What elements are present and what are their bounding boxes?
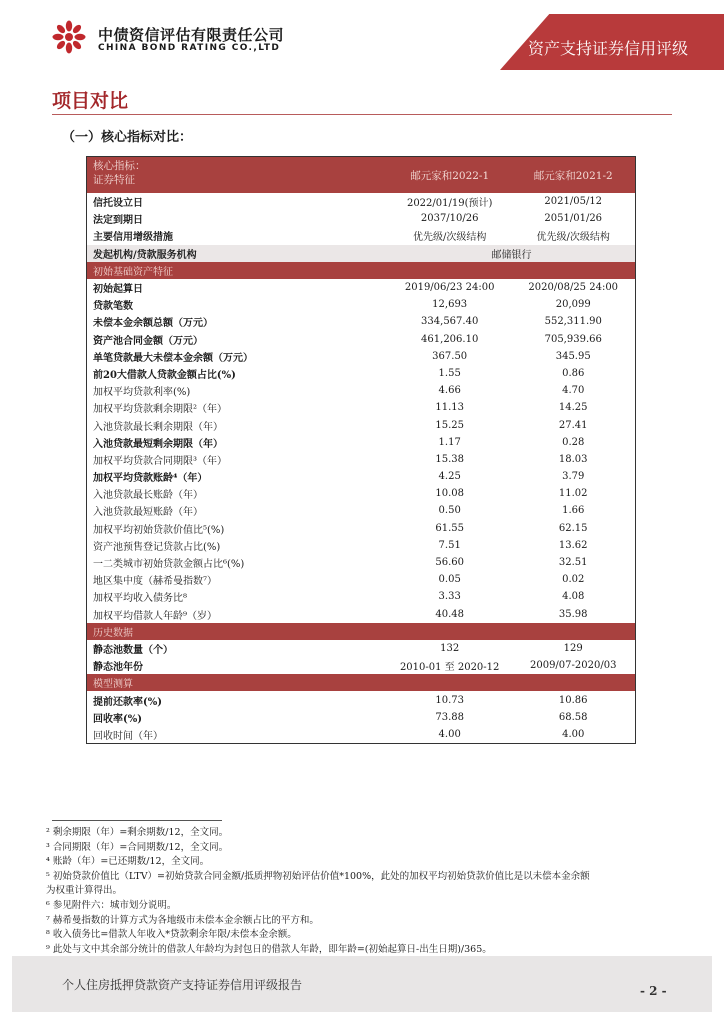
table-row [87, 606, 635, 623]
row-value-2021: 2021/05/12 [544, 196, 603, 208]
row-value-2021: 129 [563, 642, 583, 654]
footnote: ⁹ 此处与文中其余部分统计的借款人年龄均为封包日的借款人年龄，即年龄=(初始起算日-出生日期)/365。 [46, 943, 492, 955]
row-label: 加权平均贷款合同期限³（年） [93, 455, 228, 467]
table-row [87, 588, 635, 605]
table-row [87, 193, 635, 210]
table-header [87, 157, 635, 193]
footnote: ⁶ 参见附件六：城市划分说明。 [46, 899, 177, 911]
section-header-pool: 初始基础资产特征 [87, 262, 635, 279]
row-label: 地区集中度（赫希曼指数⁷） [93, 576, 218, 588]
header-col-2022: 邮元家和2022-1 [410, 169, 490, 182]
footnote: ⁵ 初始贷款价值比（LTV）=初始贷款合同金额/抵质押物初始评估价值*100%，此处的加权平均初始贷款价值比是以未偿本金余额 [46, 870, 590, 882]
row-label: 加权平均贷款利率(%) [93, 387, 191, 399]
row-value-2022: 40.48 [435, 608, 464, 620]
table-row [87, 571, 635, 588]
header-label-core: 核心指标： [93, 160, 146, 172]
row-value-merged: 邮储银行 [491, 249, 532, 261]
row-label: 提前还款率(%) [93, 696, 162, 708]
row-value-2022: 3.33 [438, 591, 461, 603]
row-value-2022: 334,567.40 [421, 316, 479, 328]
row-value-2021: 62.15 [558, 522, 588, 534]
row-value-2021: 552,311.90 [544, 316, 602, 328]
table-row [87, 399, 635, 416]
row-value-2021: 705,939.66 [544, 333, 602, 345]
row-value-2021: 18.03 [558, 453, 588, 465]
table-body [87, 193, 635, 743]
row-value-2022: 0.50 [438, 505, 461, 517]
row-value-2021: 20,099 [555, 299, 591, 311]
table-row [87, 451, 635, 468]
table-row [87, 726, 635, 743]
row-value-2021: 2009/07-2020/03 [529, 660, 617, 672]
row-value-2022: 12,693 [432, 299, 468, 311]
row-value-2022: 2010-01 至 2020-12 [399, 662, 500, 674]
section-title: 项目对比 [52, 90, 129, 112]
section-header-history: 历史数据 [87, 623, 635, 640]
row-label: 一二类城市初始贷款金额占比⁶(%) [93, 559, 245, 571]
row-value-2022: 10.08 [435, 488, 464, 500]
header-label-securities: 证券特征 [93, 174, 135, 186]
section-header-model: 模型测算 [87, 674, 635, 691]
row-value-2022: 11.13 [435, 402, 464, 414]
footnote: ⁴ 账龄（年）=已还期数/12，全文同。 [46, 856, 210, 868]
core-indicators-table [86, 156, 636, 744]
row-label: 初始起算日 [93, 284, 143, 296]
table-row [87, 554, 635, 571]
row-label: 资产池预售登记贷款占比(%) [93, 541, 221, 553]
table-row [87, 709, 635, 726]
table-row [87, 502, 635, 519]
table-row [87, 640, 635, 657]
row-value-2022: 73.88 [435, 711, 464, 723]
row-value-2021: 0.28 [562, 436, 585, 448]
row-value-2021: 3.79 [562, 471, 585, 483]
row-value-2021: 35.98 [558, 608, 588, 620]
row-value-2021: 27.41 [558, 419, 588, 431]
row-value-2022: 367.50 [432, 350, 468, 362]
table-row [87, 434, 635, 451]
row-value-2021: 32.51 [558, 557, 588, 569]
page-number: - 2 - [640, 984, 667, 998]
table-row [87, 245, 635, 262]
row-label: 单笔贷款最大未偿本金余额（万元） [93, 352, 253, 364]
row-value-2021: 0.86 [562, 367, 585, 379]
row-value-2022: 1.17 [438, 436, 461, 448]
footnotes [46, 826, 676, 957]
row-label: 加权平均初始贷款价值比⁵(%) [93, 524, 225, 536]
row-label: 加权平均贷款账龄⁴（年） [93, 473, 208, 485]
company-name-cn: 中债资信评估有限责任公司 [98, 26, 285, 44]
row-value-2022: 0.05 [438, 574, 461, 586]
row-value-2022: 132 [440, 642, 460, 654]
row-value-2021: 0.02 [562, 574, 585, 586]
row-label: 信托设立日 [93, 198, 143, 210]
row-value-2022: 4.66 [438, 385, 461, 397]
title-divider [52, 114, 672, 115]
table-row [87, 468, 635, 485]
row-value-2022: 2019/06/23 24:00 [404, 282, 495, 294]
page-header [0, 0, 724, 72]
row-label: 入池贷款最短账龄（年） [93, 507, 203, 519]
row-label: 法定到期日 [93, 215, 143, 227]
row-value-2022: 4.25 [438, 471, 461, 483]
footer-title: 个人住房抵押贷款资产支持证券信用评级报告 [62, 978, 303, 992]
table-row [87, 331, 635, 348]
table-row [87, 348, 635, 365]
row-label: 加权平均收入债务比⁸ [93, 593, 188, 605]
row-value-2022: 15.25 [435, 419, 464, 431]
company-name-en: CHINA BOND RATING CO.,LTD [98, 43, 281, 53]
row-value-2021: 优先级/次级结构 [536, 232, 610, 244]
table-row [87, 485, 635, 502]
table-row [87, 382, 635, 399]
footnote: ² 剩余期限（年）=剩余期数/12，全文同。 [46, 827, 229, 838]
row-value-2022: 461,206.10 [421, 333, 479, 345]
row-value-2022: 61.55 [435, 522, 464, 534]
row-label: 回收时间（年） [93, 730, 163, 742]
row-value-2021: 1.66 [562, 505, 585, 517]
row-value-2021: 13.62 [558, 539, 588, 551]
header-col-2021: 邮元家和2021-2 [533, 169, 613, 182]
row-value-2021: 68.58 [558, 711, 588, 723]
table-row [87, 313, 635, 330]
row-label: 入池贷款最短剩余期限（年） [93, 438, 223, 450]
table-row [87, 365, 635, 382]
row-value-2022: 10.73 [435, 694, 464, 706]
row-value-2022: 2037/10/26 [420, 213, 479, 225]
row-label: 前20大借款人贷款金额占比(%) [93, 369, 236, 381]
table-row [87, 296, 635, 313]
row-value-2022: 7.51 [438, 539, 461, 551]
row-value-2021: 4.08 [562, 591, 585, 603]
footnote: ⁸ 收入债务比=借款人年收入*贷款剩余年限/未偿本金余额。 [46, 929, 297, 941]
row-value-2022: 15.38 [435, 453, 464, 465]
sub-title: （一）核心指标对比： [62, 130, 193, 145]
table-row [87, 279, 635, 296]
row-label: 静态池数量（个） [93, 644, 173, 656]
table-row [87, 210, 635, 227]
row-value-2022: 4.00 [438, 728, 461, 740]
row-label: 回收率(%) [93, 713, 142, 725]
row-value-2022: 56.60 [435, 557, 464, 569]
row-value-2021: 11.02 [558, 488, 588, 500]
row-label: 发起机构/贷款服务机构 [93, 249, 197, 261]
row-value-2021: 4.70 [562, 385, 585, 397]
table-row [87, 416, 635, 433]
row-value-2021: 4.00 [562, 728, 585, 740]
row-value-2022: 1.55 [438, 367, 461, 379]
table-row [87, 227, 635, 244]
header-banner-text: 资产支持证券信用评级 [528, 39, 689, 58]
row-label: 入池贷款最长剩余期限（年） [93, 421, 223, 433]
footnote-divider [52, 820, 222, 821]
row-value-2022: 2022/01/19(预计) [406, 198, 493, 210]
footnote: 为权重计算得出。 [46, 885, 123, 897]
row-value-2021: 2020/08/25 24:00 [528, 282, 619, 294]
row-value-2021: 345.95 [555, 350, 591, 362]
row-value-2021: 14.25 [558, 402, 588, 414]
row-label: 主要信用增级措施 [93, 232, 173, 244]
table-row [87, 657, 635, 674]
row-label: 贷款笔数 [93, 301, 133, 313]
table-row [87, 691, 635, 708]
footnote: ⁷ 赫希曼指数的计算方式为各地级市未偿本金余额占比的平方和。 [46, 914, 319, 926]
table-row [87, 520, 635, 537]
row-label: 加权平均贷款剩余期限²（年） [93, 404, 228, 416]
row-value-2022: 优先级/次级结构 [412, 232, 487, 244]
row-label: 加权平均借款人年龄⁹（岁） [93, 610, 218, 622]
table-row [87, 537, 635, 554]
row-value-2021: 2051/01/26 [544, 213, 603, 225]
row-label: 未偿本金余额总额（万元） [93, 318, 213, 330]
row-label: 入池贷款最长账龄（年） [93, 490, 203, 502]
row-label: 静态池年份 [93, 662, 143, 674]
row-label: 资产池合同金额（万元） [93, 335, 203, 347]
company-logo-icon [52, 20, 86, 54]
footnote: ³ 合同期限（年）=合同期数/12，全文同。 [46, 841, 229, 853]
row-value-2021: 10.86 [558, 694, 588, 706]
